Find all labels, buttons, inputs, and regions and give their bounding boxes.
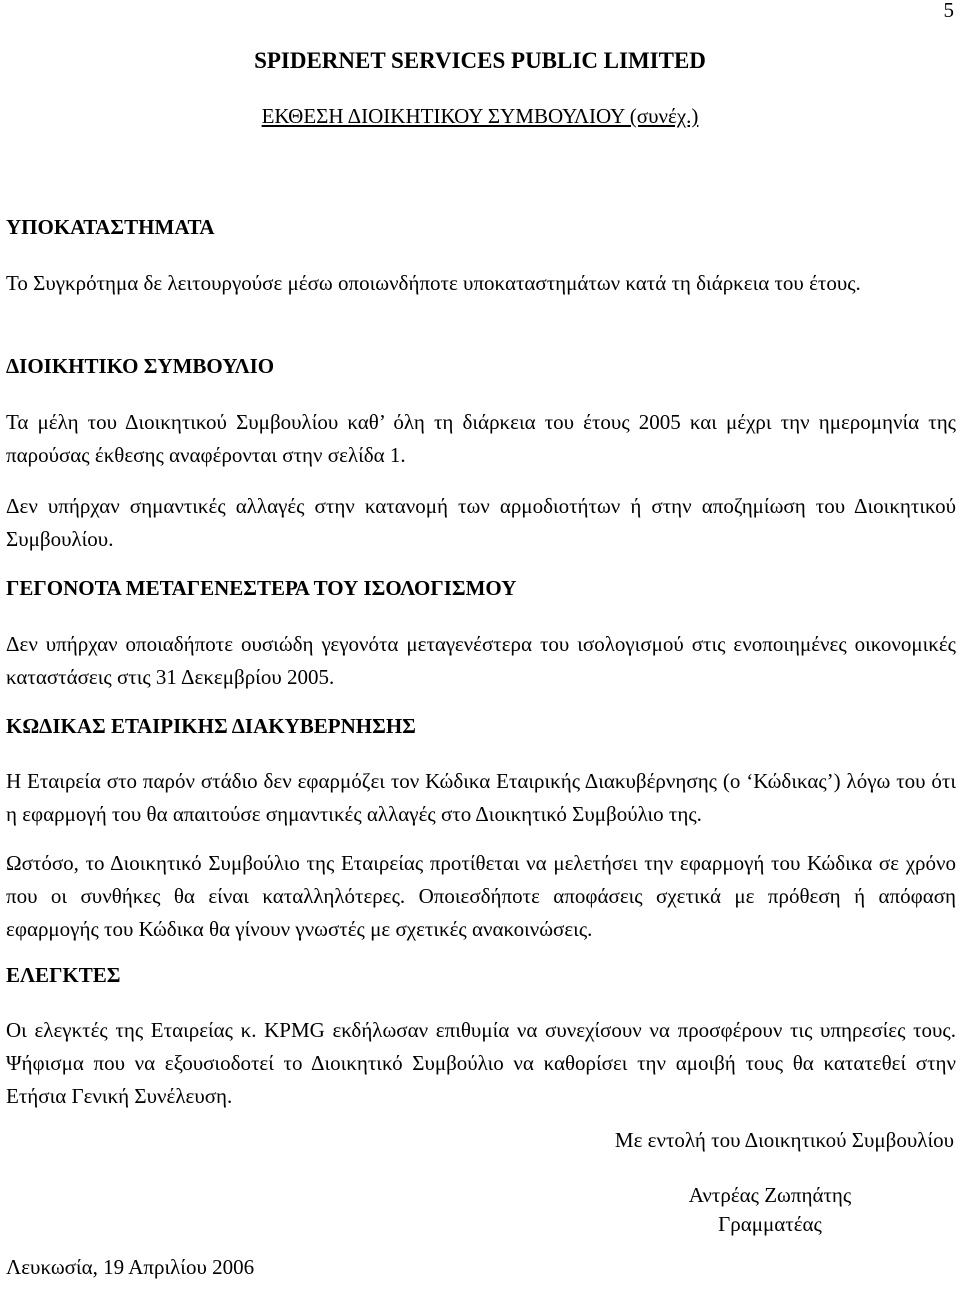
- section-heading-events: ΓΕΓΟΝΟΤΑ ΜΕΤΑΓΕΝΕΣΤΕΡΑ ΤΟΥ ΙΣΟΛΟΓΙΣΜΟΥ: [6, 576, 517, 600]
- company-name: SPIDERNET SERVICES PUBLIC LIMITED: [254, 48, 706, 73]
- governance-paragraph-1: Η Εταιρεία στο παρόν στάδιο δεν εφαρμόζει τον Κώδικα Εταιρικής Διακυβέρνησης (ο ‘Κώδικας’) λόγω του ότι η εφαρμογή του θα απαιτούσε σημαντικές αλλαγές στο Διοικητικό Συμβούλιο της.: [6, 769, 956, 826]
- section-heading-branches: ΥΠΟΚΑΤΑΣΤΗΜΑΤΑ: [6, 215, 215, 239]
- auditors-paragraph: Οι ελεγκτές της Εταιρείας κ. KPMG εκδήλωσαν επιθυμία να συνεχίσουν να προσφέρουν τις υπηρεσίες τους. Ψήφισμα που να εξουσιοδοτεί το Διοικητικό Συμβούλιο να καθορίσει την αμοιβή τους θα κατατεθεί στην Ετήσια Γενική Συνέλευση.: [6, 1018, 956, 1108]
- report-title: ΕΚΘΕΣΗ ΔΙΟΙΚΗΤΙΚΟΥ ΣΥΜΒΟΥΛΙΟΥ (συνέχ.): [261, 104, 699, 128]
- branches-paragraph: Το Συγκρότημα δε λειτουργούσε μέσω οποιωνδήποτε υποκαταστημάτων κατά τη διάρκεια του έτους.: [6, 271, 861, 295]
- board-paragraph-1: Τα μέλη του Διοικητικού Συμβουλίου καθ’ όλη τη διάρκεια του έτους 2005 και μέχρι την ημερομηνία της παρούσας έκθεσης αναφέρονται στην σελίδα 1.: [6, 410, 956, 467]
- page-number: 5: [943, 0, 954, 22]
- section-heading-governance: ΚΩΔΙΚΑΣ ΕΤΑΙΡΙΚΗΣ ΔΙΑΚΥΒΕΡΝΗΣΗΣ: [6, 714, 416, 738]
- events-paragraph: Δεν υπήρχαν οποιαδήποτε ουσιώδη γεγονότα μεταγενέστερα του ισολογισμού στις ενοποιημένες οικονομικές καταστάσεις στις 31 Δεκεμβρίου 2005.: [6, 632, 956, 689]
- signatory-name: Αντρέας Ζωπηάτης: [688, 1183, 852, 1207]
- governance-paragraph-2: Ωστόσο, το Διοικητικό Συμβούλιο της Εταιρείας προτίθεται να μελετήσει την εφαρμογή του Κώδικα σε χρόνο που οι συνθήκες θα είναι καταλληλότερες. Οποιεσδήποτε αποφάσεις σχετικά με πρόθεση ή απόφαση εφαρμογής του Κώδικα θα γίνουν γνωστές με σχετικές ανακοινώσεις.: [6, 851, 956, 941]
- signatory-role: Γραμματέας: [718, 1212, 822, 1236]
- signature-order-line: Με εντολή του Διοικητικού Συμβουλίου: [614, 1128, 954, 1152]
- section-heading-board: ΔΙΟΙΚΗΤΙΚΟ ΣΥΜΒΟΥΛΙΟ: [6, 354, 275, 378]
- section-heading-auditors: ΕΛΕΓΚΤΕΣ: [6, 963, 121, 987]
- place-date: Λευκωσία, 19 Απριλίου 2006: [6, 1255, 255, 1279]
- board-paragraph-2: Δεν υπήρχαν σημαντικές αλλαγές στην κατανομή των αρμοδιοτήτων ή στην αποζημίωση του Διοικητικού Συμβουλίου.: [6, 494, 956, 551]
